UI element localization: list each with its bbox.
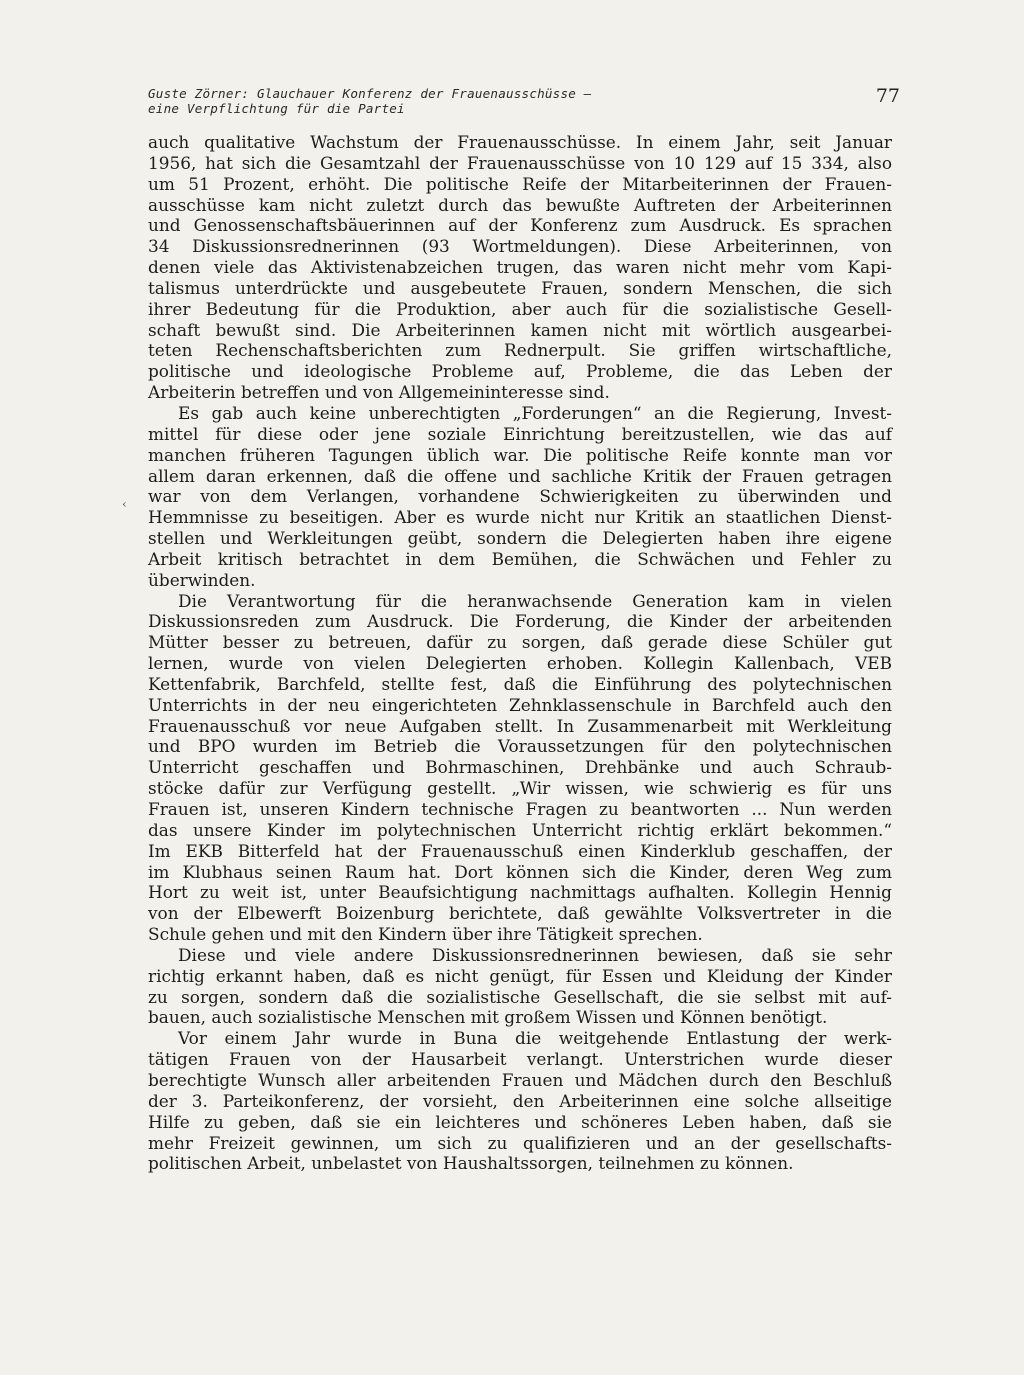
- text-line: war von dem Verlangen, vorhandene Schwierigkeiten zu überwinden und: [148, 486, 892, 507]
- text-line: Frauenausschuß vor neue Aufgaben stellt. In Zusammenarbeit mit Werkleitung: [148, 715, 892, 736]
- text-line: Im EKB Bitterfeld hat der Frauenausschuß einen Kinderklub geschaffen, der: [148, 840, 892, 861]
- text-line: talismus unterdrückte und ausgebeutete Frauen, sondern Menschen, die sich: [148, 277, 892, 298]
- text-line: Die Verantwortung für die heranwachsende Generation kam in vielen: [178, 590, 892, 611]
- text-line: Hilfe zu geben, daß sie ein leichteres und schöneres Leben haben, daß sie: [148, 1111, 892, 1132]
- paragraph: [148, 591, 892, 945]
- running-head: [148, 86, 900, 122]
- body-text: [148, 132, 892, 1174]
- text-line: Arbeit kritisch betrachtet in dem Bemühen, die Schwächen und Fehler zu: [148, 548, 892, 569]
- text-line: 1956, hat sich die Gesamtzahl der Frauenausschüsse von 10 129 auf 15 334, also: [148, 152, 892, 173]
- text-line: Frauen ist, unseren Kindern technische Fragen zu beantworten ... Nun werden: [148, 799, 892, 819]
- text-line: Diese und viele andere Diskussionsrednerinnen bewiesen, daß sie sehr: [178, 944, 892, 965]
- text-line: überwinden.: [148, 569, 256, 590]
- text-line: zu sorgen, sondern daß die sozialistische Gesellschaft, die sie selbst mit auf-: [148, 986, 892, 1007]
- text-line: und BPO wurden im Betrieb die Voraussetzungen für den polytechnischen: [148, 736, 892, 757]
- text-line: Kettenfabrik, Barchfeld, stellte fest, daß die Einführung des polytechnischen: [148, 673, 892, 694]
- page-number: 77: [875, 85, 900, 107]
- text-line: allem daran erkennen, daß die offene und sachliche Kritik der Frauen getragen: [148, 465, 892, 486]
- text-line: stellen und Werkleitungen geübt, sondern die Delegierten haben ihre eigene: [148, 528, 892, 549]
- text-line: tätigen Frauen von der Hausarbeit verlangt. Unterstrichen wurde dieser: [148, 1049, 892, 1070]
- text-line: der 3. Parteikonferenz, der vorsieht, den Arbeiterinnen eine solche allseitige: [148, 1090, 892, 1111]
- text-line: auch qualitative Wachstum der Frauenausschüsse. In einem Jahr, seit Januar: [148, 132, 892, 152]
- text-line: Es gab auch keine unberechtigten „Forderungen“ an die Regierung, Invest-: [178, 402, 892, 423]
- text-line: und Genossenschaftsbäuerinnen auf der Konferenz zum Ausdruck. Es sprachen: [148, 215, 892, 236]
- running-head-line-2: eine Verpflichtung für die Partei: [148, 101, 405, 116]
- text-line: richtig erkannt haben, daß es nicht genügt, für Essen und Kleidung der Kinder: [148, 965, 892, 986]
- text-line: ihrer Bedeutung für die Produktion, aber auch für die sozialistische Gesell-: [148, 298, 892, 319]
- text-line: Vor einem Jahr wurde in Buna die weitgehende Entlastung der werk-: [178, 1028, 892, 1049]
- text-line: Schule gehen und mit den Kindern über ihre Tätigkeit sprechen.: [148, 924, 703, 945]
- margin-mark: ‹: [122, 497, 127, 511]
- text-line: Arbeiterin betreffen und von Allgemeininteresse sind.: [148, 382, 610, 403]
- text-line: Diskussionsreden zum Ausdruck. Die Forderung, die Kinder der arbeitenden: [148, 611, 892, 632]
- text-line: ausschüsse kam nicht zuletzt durch das bewußte Auftreten der Arbeiterinnen: [148, 194, 892, 215]
- text-line: das unsere Kinder im polytechnischen Unterricht richtig erklärt bekommen.“: [148, 819, 892, 840]
- text-line: politische und ideologische Probleme auf, Probleme, die das Leben der: [148, 361, 892, 382]
- text-line: berechtigte Wunsch aller arbeitenden Frauen und Mädchen durch den Beschluß: [148, 1069, 892, 1090]
- text-line: Hemmnisse zu beseitigen. Aber es wurde nicht nur Kritik an staatlichen Dienst-: [148, 507, 892, 528]
- text-line: manchen früheren Tagungen üblich war. Die politische Reife konnte man vor: [148, 444, 892, 465]
- text-line: denen viele das Aktivistenabzeichen trugen, das waren nicht mehr vom Kapi-: [148, 257, 892, 278]
- text-line: Unterricht geschaffen und Bohrmaschinen, Drehbänke und auch Schraub-: [148, 757, 892, 778]
- text-line: teten Rechenschaftsberichten zum Rednerpult. Sie griffen wirtschaftliche,: [148, 340, 892, 361]
- text-line: von der Elbewerft Boizenburg berichtete, daß gewählte Volksvertreter in die: [148, 903, 892, 924]
- text-line: schaft bewußt sind. Die Arbeiterinnen kamen nicht mit wörtlich ausgearbei-: [148, 319, 892, 340]
- running-head-line-1: Guste Zörner: Glauchauer Konferenz der Frauenausschüsse —: [148, 86, 592, 101]
- text-line: mittel für diese oder jene soziale Einrichtung bereitzustellen, wie das auf: [148, 423, 892, 444]
- paragraph: [148, 945, 892, 1028]
- text-line: 34 Diskussionsrednerinnen (93 Wortmeldungen). Diese Arbeiterinnen, von: [148, 236, 892, 257]
- text-line: mehr Freizeit gewinnen, um sich zu qualifizieren und an der gesellschafts-: [148, 1132, 892, 1153]
- text-line: lernen, wurde von vielen Delegierten erhoben. Kollegin Kallenbach, VEB: [148, 653, 892, 674]
- text-line: Mütter besser zu betreuen, dafür zu sorgen, daß gerade diese Schüler gut: [148, 632, 892, 653]
- text-line: politischen Arbeit, unbelastet von Haushaltssorgen, teilnehmen zu können.: [148, 1153, 794, 1174]
- text-line: im Klubhaus seinen Raum hat. Dort können sich die Kinder, deren Weg zum: [148, 861, 892, 882]
- paragraph: [148, 132, 892, 403]
- text-line: stöcke dafür zur Verfügung gestellt. „Wir wissen, wie schwierig es für uns: [148, 778, 892, 799]
- text-line: um 51 Prozent, erhöht. Die politische Reife der Mitarbeiterinnen der Frauen-: [148, 173, 892, 194]
- paragraph: [148, 1028, 892, 1174]
- text-line: bauen, auch sozialistische Menschen mit großem Wissen und Können benötigt.: [148, 1007, 828, 1028]
- text-line: Unterrichts in der neu eingerichteten Zehnklassenschule in Barchfeld auch den: [148, 694, 892, 715]
- text-line: Hort zu weit ist, unter Beaufsichtigung nachmittags aufhalten. Kollegin Hennig: [148, 882, 892, 903]
- paragraph: [148, 403, 892, 591]
